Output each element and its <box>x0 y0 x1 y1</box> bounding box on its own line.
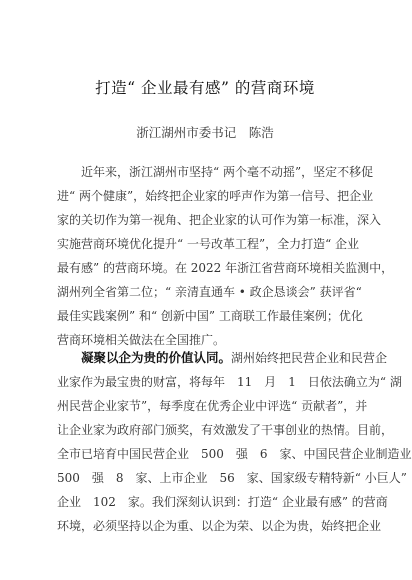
paragraph-line: 业家作为最宝贵的财富，将每年 11 月 1 日依法确立为“ 湖 <box>57 375 402 389</box>
paragraph-line: 实施营商环境优化提升“ 一号改革工程”，全力打造“ 企业 <box>57 237 360 251</box>
article-byline: 浙江湖州市委书记 陈浩 <box>136 125 274 140</box>
article-title: 打造“ 企业最有感” 的营商环境 <box>95 79 315 97</box>
paragraph-1 <box>57 160 394 352</box>
paragraph-line: 让企业家为政府部门颁奖，有效激发了干事创业的热情。目前， <box>57 423 394 437</box>
paragraph-line: 全市已培育中国民营企业 500 强 6 家、中国民营企业制造业 <box>57 447 412 461</box>
paragraph-line <box>57 346 388 370</box>
paragraph-line: 州民营企业家节”，每季度在优秀企业中评选“ 贡献者”，并 <box>57 399 368 413</box>
paragraph-line: 500 强 8 家、上市企业 56 家、国家级专精特新“ 小巨人” <box>57 471 407 485</box>
paragraph-line: 近年来，浙江湖州市坚持“ 两个毫不动摇”，坚定不移促 <box>57 165 374 179</box>
paragraph-line: 进“ 两个健康”，始终把企业家的呼声作为第一信号、把企业 <box>57 189 374 203</box>
paragraph-2 <box>57 346 412 538</box>
paragraph-line: 家的关切作为第一视角、把企业家的认可作为第一标准，深入 <box>57 213 382 227</box>
paragraph-line: 最有感” 的营商环境。在 2022 年浙江省营商环境相关监测中， <box>57 261 394 275</box>
paragraph-line: 企业 102 家。我们深刻认识到：打造“ 企业最有感” 的营商 <box>57 495 388 509</box>
paragraph-lead-heading: 凝聚以企为贵的价值认同。 <box>81 350 232 365</box>
paragraph-line: 湖州列全省第二位；“ 亲清直通车 • 政企恳谈会” 获评省“ <box>57 285 362 299</box>
paragraph-lead-rest: 湖州始终把民营企业和民营企 <box>231 351 388 365</box>
paragraph-line: 环境，必须坚持以企为重、以企为荣、以企为贵，始终把企业 <box>57 519 382 533</box>
paragraph-line: 最佳实践案例” 和“ 创新中国” 工商联工作最佳案例；优化 <box>57 309 363 323</box>
paragraph-line: 营商环境相关做法在全国推广。 <box>57 333 226 347</box>
